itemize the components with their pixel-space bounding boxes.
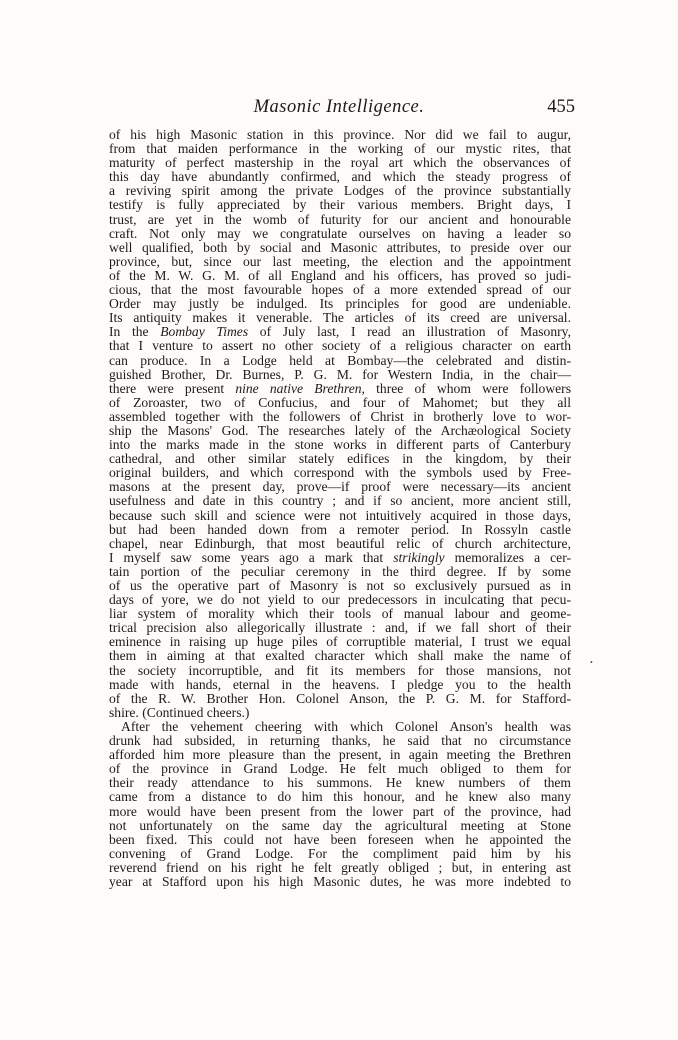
text-line: [109, 875, 571, 889]
text-run: afforded him more pleasure than the present, in again meeting the Brethren: [109, 747, 571, 763]
text-line: [109, 170, 571, 184]
text-line: [109, 565, 571, 579]
text-line: [109, 621, 571, 635]
text-line: [109, 128, 571, 142]
text-run: there were present: [109, 380, 236, 396]
text-run: made with hands, eternal in the heavens. I pledge you to the health: [109, 676, 571, 692]
text-line: [109, 198, 571, 212]
text-line: [109, 325, 571, 339]
italic-text: strikingly: [393, 549, 445, 565]
text-run: cious, that the most favourable hopes of a more extended spread of our: [109, 282, 571, 298]
body-text: [109, 128, 571, 889]
text-line: [109, 649, 571, 663]
text-line: [109, 368, 571, 382]
text-run: days of yore, we do not yield to our predecessors in inculcating that pecu-: [109, 592, 571, 608]
text-run: not unfortunately on the same day the agricultural meeting at Stone: [109, 817, 571, 833]
text-run: that I venture to assert no other society of a religious character on earth: [109, 338, 571, 354]
text-line: [109, 692, 571, 706]
margin-dot: •: [590, 658, 593, 667]
text-run: a reviving spirit among the private Lodges of the province substantially: [109, 183, 571, 199]
text-line: [109, 494, 571, 508]
text-line: [109, 762, 571, 776]
text-run: trust, are yet in the womb of futurity for our ancient and honourable: [109, 211, 571, 227]
text-line: [109, 255, 571, 269]
text-run: trical precision also allegorically illustrate : and, if we fall short of their: [109, 620, 571, 636]
text-run: eminence in raising up huge piles of corruptible material, I trust we equal: [109, 634, 571, 650]
text-line: [109, 410, 571, 424]
text-run: liar system of morality which their tools of manual labour and geome-: [109, 606, 571, 622]
text-line: [109, 227, 571, 241]
text-run: maturity of perfect mastership in the royal art which the observances of: [109, 155, 571, 171]
text-run: of his high Masonic station in this province. Nor did we fail to augur,: [109, 127, 571, 142]
text-line: [109, 593, 571, 607]
text-run: of us the operative part of Masonry is not so exclusively pursued as in: [109, 578, 571, 593]
text-line: [109, 339, 571, 353]
text-line: [109, 142, 571, 156]
text-line: [109, 579, 571, 593]
text-line: [109, 424, 571, 438]
text-line: [109, 354, 571, 368]
text-run: can produce. In a Lodge held at Bombay—the celebrated and distin-: [109, 352, 571, 368]
text-run: original builders, and which correspond with the symbols used by Free-: [109, 465, 571, 481]
text-run: been fixed. This could not have been foreseen when he appointed the: [109, 831, 571, 847]
page-header: [0, 97, 678, 123]
text-line: [109, 537, 571, 551]
text-run: masons at the present day, prove—if proof were necessary—its ancient: [109, 479, 571, 495]
text-run: of the province in Grand Lodge. He felt much obliged to them for: [109, 761, 571, 777]
text-run: came from a distance to do him this honour, and he knew also many: [109, 789, 571, 805]
text-line: [109, 833, 571, 847]
page-number: 455: [547, 97, 575, 117]
text-line: [109, 382, 571, 396]
italic-text: nine native Brethren,: [235, 380, 365, 396]
text-line: [109, 678, 571, 692]
text-line: [109, 452, 571, 466]
text-line: [109, 156, 571, 170]
running-title: Masonic Intelligence.: [253, 97, 425, 117]
text-run: drunk had subsided, in returning thanks, he said that no circumstance: [109, 733, 571, 749]
text-run: Its antiquity makes it venerable. The articles of its creed are universal.: [109, 310, 571, 326]
text-run: of the M. W. G. M. of all England and his officers, has proved so judi-: [109, 267, 571, 283]
text-run: Order may justly be indulged. Its principles for good are undeniable.: [109, 296, 571, 312]
text-line: [109, 184, 571, 198]
text-run: this day have abundantly confirmed, and which the steady progress of: [109, 169, 571, 185]
text-line: [109, 819, 571, 833]
text-line: [109, 861, 571, 875]
text-line: [109, 283, 571, 297]
text-run: well qualified, both by social and Masonic attributes, to preside over our: [109, 239, 571, 255]
text-run: tain portion of the peculiar ceremony in the third degree. If by some: [109, 563, 571, 579]
text-line: [109, 396, 571, 410]
text-run: but had been handed down from a remoter period. In Rossyln castle: [109, 521, 571, 537]
text-line: [109, 734, 571, 748]
text-line: [109, 480, 571, 494]
text-line: [109, 213, 571, 227]
text-run: from that maiden performance in the working of our mystic rites, that: [109, 141, 571, 157]
text-run: of the R. W. Brother Hon. Colonel Anson, the P. G. M. for Stafford-: [109, 690, 571, 706]
text-run: of July last, I read an illustration of Masonry,: [248, 324, 571, 340]
text-line: [109, 509, 571, 523]
text-run: three of whom were followers: [364, 380, 571, 396]
text-line: [109, 438, 571, 452]
text-line: [109, 607, 571, 621]
text-run: reverend friend on his right he felt greatly obliged ; but, in entering ast: [109, 859, 571, 875]
text-run: cathedral, and other similar stately edifices in the kingdom, by their: [109, 451, 571, 467]
text-run: craft. Not only may we congratulate ourselves on having a leader so: [109, 225, 571, 241]
italic-text: Bombay Times: [160, 324, 249, 340]
text-line: [109, 635, 571, 649]
text-run: convening of Grand Lodge. For the compliment paid him by his: [109, 845, 571, 861]
text-line: [109, 790, 571, 804]
text-run: the society incorruptible, and fit its members for those mansions, not: [109, 662, 571, 678]
text-line: [109, 706, 571, 720]
text-line: [109, 241, 571, 255]
text-run: province, but, since our last meeting, the election and the appointment: [109, 253, 571, 269]
text-run: ship the Masons' God. The researches lately of the Archæological Society: [109, 422, 571, 438]
text-run: I myself saw some years ago a mark that: [109, 549, 394, 565]
text-line: [109, 805, 571, 819]
text-run: memoralizes a cer-: [444, 549, 571, 565]
text-line: [109, 466, 571, 480]
text-line: [109, 720, 571, 734]
text-run: them in aiming at that exalted character which shall make the name of: [109, 648, 571, 664]
text-line: [109, 847, 571, 861]
text-run: chapel, near Edinburgh, that most beautiful relic of church architecture,: [109, 535, 571, 551]
text-run: usefulness and date in this country ; and if so ancient, more ancient still,: [109, 493, 571, 509]
text-run: more would have been present from the lower part of the province, had: [109, 803, 571, 819]
text-line: [109, 269, 571, 283]
text-line: [109, 523, 571, 537]
text-run: In the: [109, 324, 161, 340]
text-run: guished Brother, Dr. Burnes, P. G. M. for Western India, in the chair—: [109, 366, 571, 382]
text-run: of Zoroaster, two of Confucius, and four of Mahomet; but they all: [109, 394, 571, 410]
text-line: [109, 297, 571, 311]
text-run: year at Stafford upon his high Masonic dutes, he was more indebted to: [109, 873, 571, 889]
text-run: their ready attendance to his summons. He knew numbers of them: [109, 775, 571, 791]
text-run: because such skill and science were not intuitively acquired in those days,: [109, 507, 571, 523]
text-line: [109, 311, 571, 325]
text-run: testify is fully appreciated by their various members. Bright days, I: [109, 197, 571, 213]
text-line: [109, 664, 571, 678]
text-run: shire. (Continued cheers.): [109, 704, 250, 720]
text-line: [109, 748, 571, 762]
text-line: [109, 551, 571, 565]
text-run: into the marks made in the stone works in different parts of Canterbury: [109, 437, 571, 453]
text-run: After the vehement cheering with which Colonel Anson's health was: [121, 718, 571, 734]
text-run: assembled together with the followers of Christ in brotherly love to wor-: [109, 408, 571, 424]
text-line: [109, 776, 571, 790]
